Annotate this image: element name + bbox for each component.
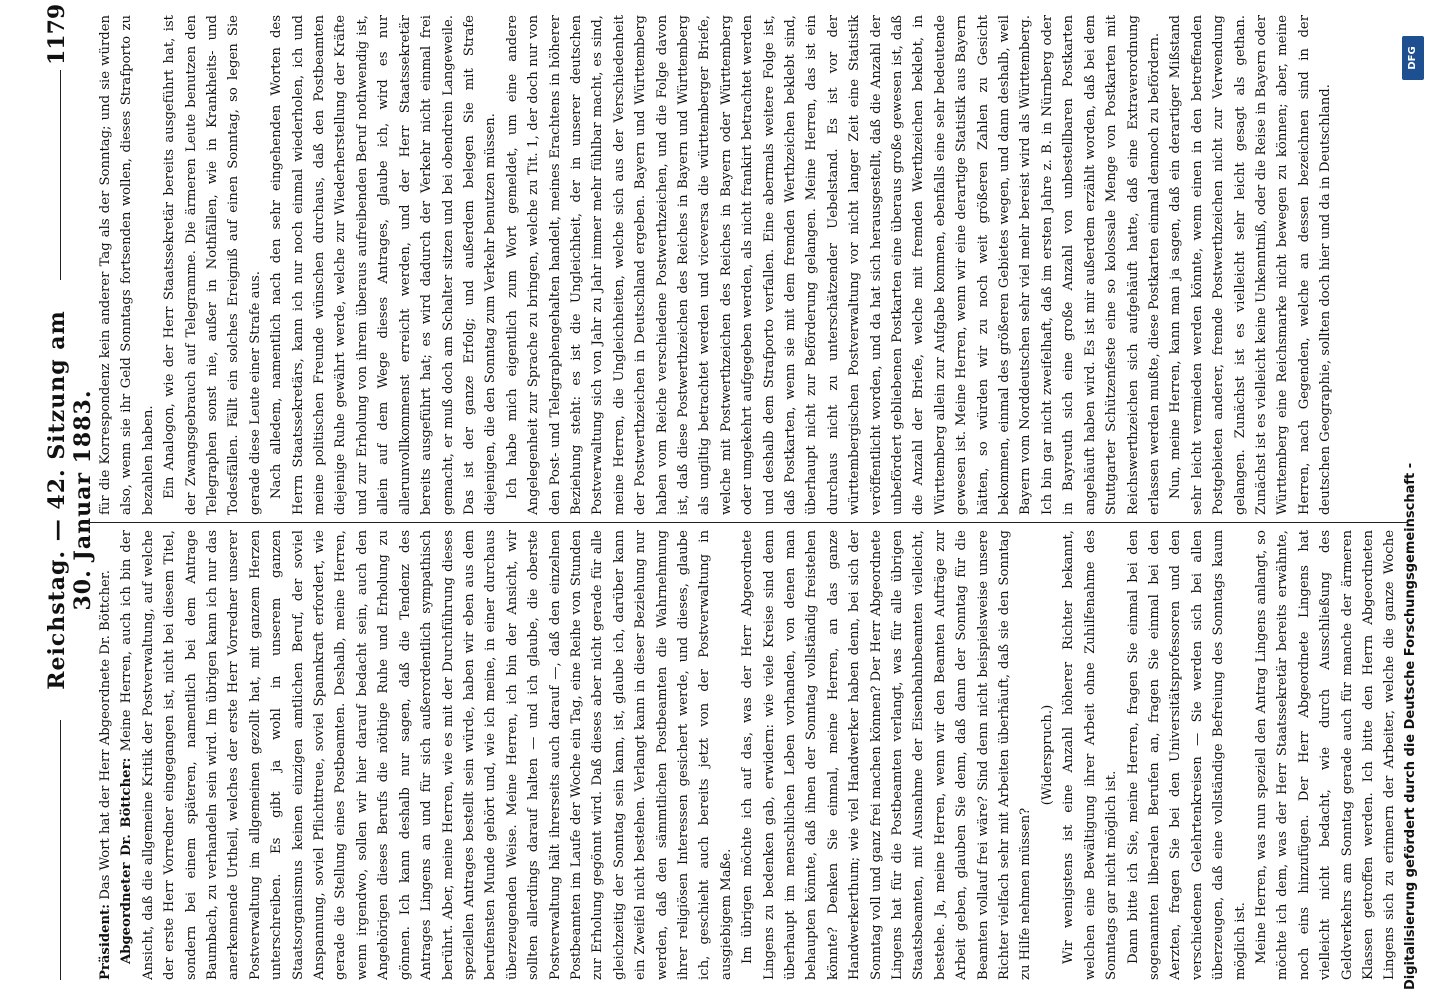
paragraph	[1165, 15, 1336, 515]
page-title: Reichstag. — 42. Sitzung am 30. Januar 1883.	[44, 310, 96, 690]
paragraph-text: Nun, meine Herren, kann man ja sagen, daß ein derartiger Mißstand sehr leicht vermieden werden könnte, wenn einen in den betreffenden Postgebieten anderer, fremde Postwerthzeichen nicht zur Verwendung gelangen. Zunächst ist es vielleicht sehr leicht gesagt als gethan. Zunächst ist es vielleicht keine Unkenntniß, oder die Reise in Bayern oder Württemberg eine Reichsmarke nicht bewegen zu können; aber, meine Herren, nach Gegenden, welche an dessen bezeichnen sind in der deutschen Geographie, sollten doch hier und da in Deutschland.	[1168, 15, 1334, 515]
text-column-right	[95, 15, 1400, 515]
paragraph-text: für die Korrespondenz kein anderer Tag als der Sonntag; und sie würden also, wenn sie ihr Geld Sonntags fortsenden wollen, dieses Strafporto zu bezahlen haben.	[98, 15, 156, 515]
speaker-name: Präsident:	[98, 903, 113, 980]
paragraph-text: Dann bitte ich Sie, meine Herren, fragen Sie einmal bei den sogenannten liberalen Berufen an, fragen Sie einmal bei den Aerzten, fragen Sie bei den Universitätsprofessoren und den verschiedenen Gelehrtenkreisen — Sie werden sich bei allen überzeugen, daß eine vollständige Befreiung des Sonntags kaum möglich ist.	[1125, 530, 1248, 980]
paragraph	[159, 15, 266, 515]
page-header	[0, 0, 110, 1000]
paragraph	[1058, 530, 1122, 980]
header-rule-left	[60, 720, 61, 980]
digitization-credit-strip	[1392, 30, 1432, 990]
paragraph-text: Das Wort hat der Herr Abgeordnete Dr. Böttcher.	[98, 570, 113, 900]
speaker-name: Abgeordneter Dr. Böttcher:	[119, 757, 135, 964]
paragraph-text: Wir wenigstens ist eine Anzahl höherer Richter bekannt, welchen eine Bewältigung ihrer Arbeit ohne Zuhilfenahme des Sonntags gar nicht möglich ist.	[1061, 530, 1120, 980]
interjection: (Widerspruch.)	[1039, 704, 1055, 806]
paragraph	[95, 15, 159, 515]
credit-text: Digitalisierung gefördert durch die Deutsche Forschungsgemeinschaft -	[1403, 462, 1418, 990]
paragraph	[266, 15, 501, 515]
paragraph	[502, 15, 1166, 515]
paragraph	[737, 530, 1037, 980]
paragraph-text: Meine Herren, was nun speziell den Antrag Lingens anlangt, so möchte ich dem, was der Herr Staatssekretär bereits erwähnte, noch eins hinzufügen. Der Herr Abgeordnete Lingens hat vielleicht nicht bedacht, wie durch Ausschließung des Geldverkehrs am Sonntag gerade auch für manche der ärmeren Klassen getroffen werden. Ich bitte den Herrn Abgeordneten Lingens sich zu erinnern der Arbeiter, welche die ganze Woche	[1253, 530, 1398, 980]
dfg-logo-text: DFG	[1407, 46, 1418, 70]
paragraph	[95, 530, 116, 980]
paragraph-text: Meine Herren, auch ich bin der Ansicht, daß die allgemeine Kritik der Postverwaltung, auf welche der erste Herr Vorredner eingegangen ist, nicht bei diesem Titel, sondern bei einem späteren, namentlich bei dem Antrage Baumbach, zu verhandeln sein wird. Im übrigen kann ich nur das anerkennende Urtheil, welches der erste Herr Vorredner unserer Postverwaltung im allgemeinen gezollt hat, mit ganzem Herzen unterschreiben. Es gibt ja wohl in unserem ganzen Staatsorganismus keinen einzigen amtlichen Beruf, der soviel Anspannung, soviel Pflichttreue, soviel Spannkraft erfordert, wie gerade die Stellung eines Postbeamten. Deshalb, meine Herren, wenn irgendwo, sollen wir hier darauf bedacht sein, auch den Angehörigen dieses Berufs die nöthige Ruhe und Erholung zu gönnen. Ich kann deshalb nur sagen, daß die Tendenz des Antrages Lingens an und für sich außerordentlich sympathisch berührt. Aber, meine Herren, wie es mit der Durchführung dieses speziellen Antrages bestellt sein würde, haben wir eben aus dem berufensten Munde gehört und, wie ich meine, in einer durchaus überzeugenden Weise. Meine Herren, ich bin der Ansicht, wir sollten allerdings darauf halten — und ich glaube, die oberste Postverwaltung hält ihrerseits auch darauf —, daß den einzelnen Postbeamten im Laufe der Woche ein Tag, eine Reihe von Stunden zur Erholung gegönnt wird. Daß dieses aber nicht gerade für alle gleichzeitig der Sonntag sein kann, ist, glaube ich, darüber kann ein Zweifel nicht bestehen. Verlangt kann in dieser Beziehung nur werden, daß den sämmtlichen Postbeamten die Wahrnehmung ihrer religiösen Interessen gesichert werde, und dieses, glaube ich, geschieht auch bereits jetzt von der Postverwaltung in ausgiebigem Maße.	[119, 530, 734, 980]
paragraph-text: Ich habe mich eigentlich zum Wort gemeldet, um eine andere Angelegenheit zur Sprache zu bringen, welche zu Tit. 1, der doch nur von den Post- und Telegraphengehalten handelt, meines Erachtens in höherer Beziehung steht: es ist die Ungleichheit, der in unserer deutschen Postverwaltung sich von Jahr zu Jahr immer mehr fühlbar macht, es sind, meine Herren, die Ungleichheiten, welche sich aus der Verschiedenheit der Postwerthzeichen in Deutschland ergeben. Bayern und Württemberg haben vom Reiche verschiedene Postwerthzeichen, und die Folge davon ist, daß diese Postwerthzeichen des Reiches in Bayern und Württemberg als ungiltig betrachtet werden und viceversa die württemberger Briefe, welche mit Postwerthzeichen des Reiches in Bayern oder Württemberg oder umgekehrt aufgegeben werden, als nicht frankirt betrachtet werden und deshalb dem Strafporto verfallen. Eine abermals weitere Folge ist, daß Postkarten, wenn sie mit dem fremden Werthzeichen beklebt sind, überhaupt nicht zur Beförderung gelangen. Meine Herren, das ist ein durchaus nicht zu unterschätzender Uebelstand. Es ist vor der württembergischen Postverwaltung vor nicht langer Zeit eine Statistik veröffentlicht worden, und da hat sich herausgestellt, daß die Anzahl der unbefördert gebliebenen Postkarten eine überaus große gewesen ist, daß die Anzahl der Briefe, welche mit fremden Werthzeichen beklebt, in Württemberg allein zur Aufgabe kommen, ebenfalls eine sehr bedeutende gewesen ist. Meine Herren, wenn wir eine derartige Statistik aus Bayern hätten, so würden wir zu noch weit größeren Zahlen zu Gesicht bekommen, einmal des größeren Gebietes wegen, und dann deshalb, weil Bayern vom Norddeutschen sehr viel mehr bereist wird als Württemberg. Ich bin gar nicht zweifelhaft, daß im ersten Jahre z. B. in Nürnberg oder in Bayreuth sich eine große Anzahl von unbestellbaren Postkarten angehäuft haben wird. Es ist mir außerdem erzählt worden, daß bei dem Stuttgarter Schützenfeste eine so kolossale Menge von Postkarten mit Reichswerthzeichen sich aufgehäuft hatte, daß eine Extraverordnung erlassen werden mußte, diese Postkarten einmal dennoch zu befördern.	[504, 15, 1162, 515]
paragraph	[116, 530, 737, 980]
text-column-left	[95, 530, 1400, 980]
page-number: 1179	[44, 3, 70, 65]
paragraph-text: Nach alledem, namentlich nach den sehr eingehenden Worten des Herrn Staatssekretärs, kann ich nur noch einmal wiederholen, ich und meine politischen Freunde wünschen durchaus, daß den Postbeamten diejenige Ruhe gewährt werde, welche zur Wiederherstellung der Kräfte und zur Erholung von ihrem überaus aufreibenden Beruf nothwendig ist, allein auf dem Wege dieses Antrages, glaube ich, wird es nur allerunvollkommenst erreicht werden, und der Herr Staatssekretär bereits ausgeführt hat; es wird dadurch der Verkehr nicht einmal frei gemacht, er muß doch am Schalter sitzen und bei obendrein Langeweile. Das ist der ganze Erfolg; und außerdem belegen Sie mit Strafe diejenigen, die den Sonntag zum Verkehr benutzen müssen.	[269, 15, 499, 515]
paragraph-text: Im übrigen möchte ich auf das, was der Herr Abgeordnete Lingens zu bedenken gab, erwidern: wie viele Kreise sind denn überhaupt im menschlichen Leben vorhanden, von denen man behaupten könnte, daß ihnen der Sonntag vollständig freistehen könnte? Denken Sie einmal, meine Herren, an das ganze Handwerkerthum; wie viel Handwerker haben denn, bei sich der Sonntag voll und ganz frei machen können? Der Herr Abgeordnete Lingens hat für die Postbeamten verlangt, was für alle übrigen Staatsbeamten, mit Ausnahme der Eisenbahnbeamten vielleicht, bestehe. Ja, meine Herren, wenn wir den Beamten Aufträge zur Arbeit geben, glauben Sie denn, daß dann der Sonntag für die Beamten vollauf frei wäre? Sind denn nicht beispielsweise unsere Richter vielfach sehr mit Arbeiten überhäuft, daß sie den Sonntag zu Hilfe nehmen müssen?	[740, 530, 1034, 980]
column-divider	[88, 522, 1408, 523]
paragraph-text: Ein Analogon, wie der Herr Staatssekretär bereits ausgeführt hat, ist der Zwangsgebrauch auf Telegramme. Die ärmeren Leute benutzen den Telegraphen sonst nie, außer in Nothfällen, wie in Krankheits- und Todesfällen. Fällt ein solches Ereigniß auf einen Sonntag, so legen Sie gerade diese Leute einer Strafe aus.	[162, 15, 263, 515]
dfg-logo	[1402, 36, 1424, 80]
paragraph	[1123, 530, 1251, 980]
paragraph	[1251, 530, 1400, 980]
header-rule-right	[60, 70, 61, 280]
